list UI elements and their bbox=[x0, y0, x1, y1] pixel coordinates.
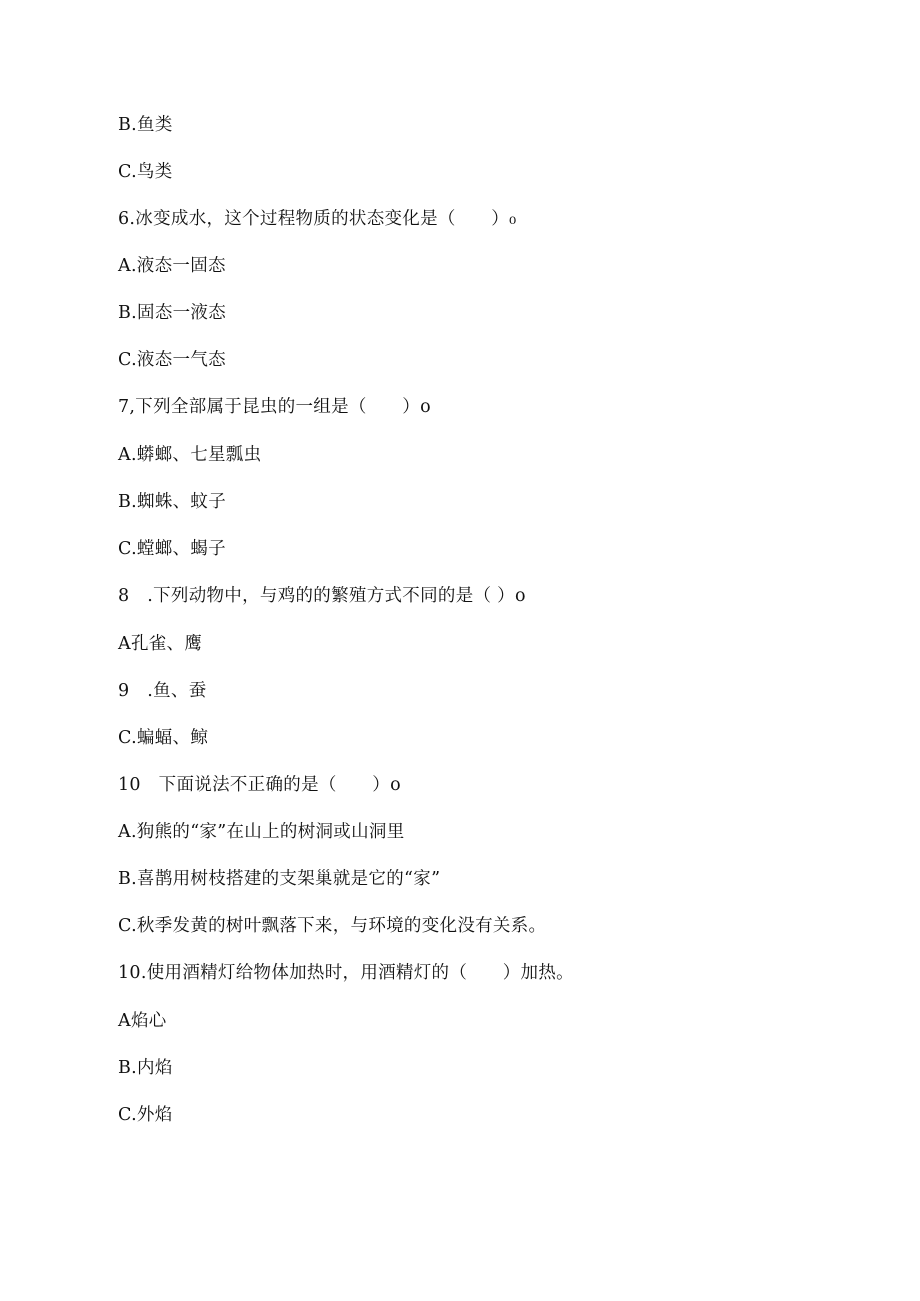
option-9c: C.秋季发黄的树叶飘落下来，与环境的变化没有关系。 bbox=[118, 916, 547, 936]
question-9: 10 下面说法不正确的是（ ）o bbox=[118, 775, 401, 795]
option-10c: C.外焰 bbox=[118, 1105, 173, 1125]
option-8a: A孔雀、鹰 bbox=[118, 634, 203, 654]
question-10: 10.使用酒精灯给物体加热时，用酒精灯的（ ）加热。 bbox=[118, 963, 574, 983]
option-10b: B.内焰 bbox=[118, 1058, 173, 1078]
option-6b: B.固态一液态 bbox=[118, 303, 227, 323]
option-10a: A焰心 bbox=[118, 1011, 167, 1031]
option-6a: A.液态一固态 bbox=[118, 256, 226, 276]
question-7: 7,下列全部属于昆虫的一组是（ ）o bbox=[118, 397, 431, 417]
option-8c: C.蝙蝠、鲸 bbox=[118, 728, 209, 748]
option-6c: C.液态一气态 bbox=[118, 350, 226, 370]
question-6: 6.冰变成水，这个过程物质的状态变化是（ ）₀ bbox=[118, 209, 517, 229]
option-7c: C.螳螂、蝎子 bbox=[118, 539, 226, 559]
option-9b: B.喜鹊用树枝搭建的支架巢就是它的“家” bbox=[118, 869, 441, 889]
option-5b: B.鱼类 bbox=[118, 115, 173, 135]
option-7a: A.蟒螂、七星瓢虫 bbox=[118, 445, 262, 465]
option-7b: B.蜘蛛、蚊子 bbox=[118, 492, 227, 512]
option-9a: A.狗熊的“家”在山上的树洞或山洞里 bbox=[118, 822, 405, 842]
question-8: 8 .下列动物中，与鸡的的繁殖方式不同的是（ ）o bbox=[118, 586, 526, 606]
option-5c: C.鸟类 bbox=[118, 162, 173, 182]
option-8b: 9 .鱼、蚕 bbox=[118, 681, 207, 701]
